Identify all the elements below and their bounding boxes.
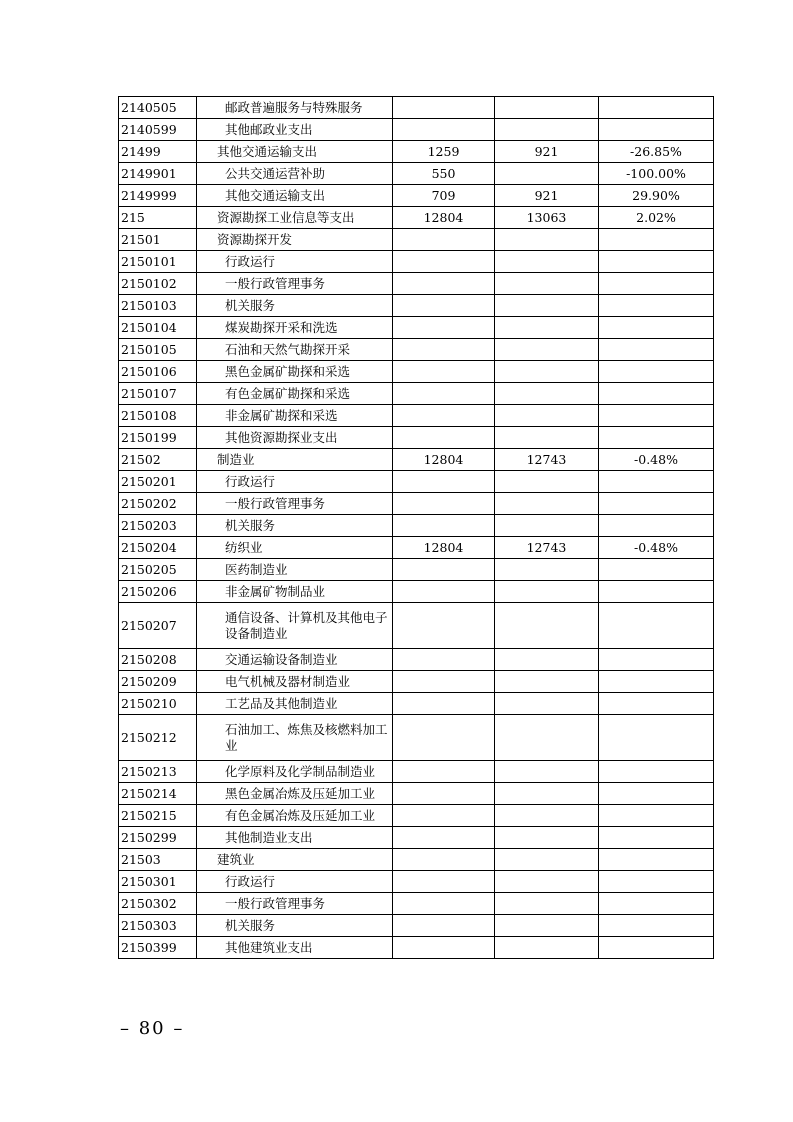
budget-value-cell — [393, 229, 495, 251]
table-row — [119, 361, 714, 383]
item-name-cell: 石油和天然气勘探开采 — [197, 339, 393, 361]
change-rate-cell — [599, 229, 714, 251]
actual-value-cell — [495, 383, 599, 405]
change-rate-cell: -0.48% — [599, 537, 714, 559]
item-name-cell: 机关服务 — [197, 295, 393, 317]
budget-value-cell — [393, 693, 495, 715]
change-rate-cell — [599, 603, 714, 649]
code-cell: 2150105 — [119, 339, 197, 361]
code-cell: 21499 — [119, 141, 197, 163]
budget-value-cell — [393, 671, 495, 693]
change-rate-cell — [599, 581, 714, 603]
table-row — [119, 317, 714, 339]
table-row — [119, 163, 714, 185]
change-rate-cell — [599, 361, 714, 383]
item-name-cell: 其他交通运输支出 — [197, 141, 393, 163]
change-rate-cell — [599, 915, 714, 937]
budget-value-cell: 12804 — [393, 537, 495, 559]
change-rate-cell — [599, 805, 714, 827]
item-name-cell: 行政运行 — [197, 871, 393, 893]
budget-value-cell — [393, 915, 495, 937]
item-name-cell: 纺织业 — [197, 537, 393, 559]
actual-value-cell — [495, 97, 599, 119]
actual-value-cell — [495, 515, 599, 537]
code-cell: 215 — [119, 207, 197, 229]
item-name-cell: 建筑业 — [197, 849, 393, 871]
code-cell: 2150208 — [119, 649, 197, 671]
actual-value-cell — [495, 317, 599, 339]
actual-value-cell — [495, 805, 599, 827]
change-rate-cell — [599, 339, 714, 361]
table-row — [119, 715, 714, 761]
item-name-cell: 制造业 — [197, 449, 393, 471]
table-row — [119, 603, 714, 649]
actual-value-cell — [495, 119, 599, 141]
actual-value-cell — [495, 295, 599, 317]
actual-value-cell — [495, 493, 599, 515]
actual-value-cell — [495, 783, 599, 805]
item-name-cell: 黑色金属冶炼及压延加工业 — [197, 783, 393, 805]
change-rate-cell — [599, 251, 714, 273]
table-row — [119, 295, 714, 317]
code-cell: 2150303 — [119, 915, 197, 937]
table-row — [119, 783, 714, 805]
item-name-cell: 交通运输设备制造业 — [197, 649, 393, 671]
code-cell: 21501 — [119, 229, 197, 251]
change-rate-cell — [599, 427, 714, 449]
budget-value-cell — [393, 805, 495, 827]
budget-value-cell — [393, 493, 495, 515]
code-cell: 2150102 — [119, 273, 197, 295]
item-name-cell: 电气机械及器材制造业 — [197, 671, 393, 693]
code-cell: 2149901 — [119, 163, 197, 185]
table-body — [119, 97, 714, 959]
change-rate-cell — [599, 671, 714, 693]
actual-value-cell — [495, 163, 599, 185]
actual-value-cell: 921 — [495, 141, 599, 163]
change-rate-cell — [599, 383, 714, 405]
code-cell: 2150301 — [119, 871, 197, 893]
table-row — [119, 871, 714, 893]
change-rate-cell — [599, 493, 714, 515]
code-cell: 21503 — [119, 849, 197, 871]
table-row — [119, 207, 714, 229]
actual-value-cell — [495, 893, 599, 915]
actual-value-cell — [495, 405, 599, 427]
budget-value-cell — [393, 119, 495, 141]
code-cell: 2149999 — [119, 185, 197, 207]
item-name-cell: 其他交通运输支出 — [197, 185, 393, 207]
table-row — [119, 827, 714, 849]
table-row — [119, 805, 714, 827]
item-name-cell: 公共交通运营补助 — [197, 163, 393, 185]
item-name-cell: 医药制造业 — [197, 559, 393, 581]
budget-value-cell — [393, 405, 495, 427]
table-row — [119, 761, 714, 783]
budget-value-cell — [393, 427, 495, 449]
table-row — [119, 937, 714, 959]
code-cell: 2150399 — [119, 937, 197, 959]
budget-value-cell — [393, 295, 495, 317]
item-name-cell: 其他建筑业支出 — [197, 937, 393, 959]
change-rate-cell — [599, 471, 714, 493]
actual-value-cell — [495, 361, 599, 383]
change-rate-cell — [599, 649, 714, 671]
code-cell: 2150212 — [119, 715, 197, 761]
item-name-cell: 通信设备、计算机及其他电子设备制造业 — [197, 603, 393, 649]
item-name-cell: 机关服务 — [197, 915, 393, 937]
code-cell: 2150210 — [119, 693, 197, 715]
item-name-cell: 其他资源勘探业支出 — [197, 427, 393, 449]
code-cell: 2150108 — [119, 405, 197, 427]
code-cell: 2140505 — [119, 97, 197, 119]
code-cell: 2140599 — [119, 119, 197, 141]
item-name-cell: 行政运行 — [197, 251, 393, 273]
item-name-cell: 非金属矿勘探和采选 — [197, 405, 393, 427]
budget-value-cell — [393, 317, 495, 339]
actual-value-cell — [495, 827, 599, 849]
code-cell: 2150204 — [119, 537, 197, 559]
change-rate-cell: -26.85% — [599, 141, 714, 163]
code-cell: 2150302 — [119, 893, 197, 915]
actual-value-cell — [495, 273, 599, 295]
actual-value-cell: 12743 — [495, 537, 599, 559]
budget-value-cell — [393, 649, 495, 671]
budget-value-cell — [393, 339, 495, 361]
actual-value-cell — [495, 871, 599, 893]
table-row — [119, 671, 714, 693]
change-rate-cell — [599, 515, 714, 537]
table-row — [119, 119, 714, 141]
change-rate-cell — [599, 893, 714, 915]
table-row — [119, 693, 714, 715]
item-name-cell: 其他邮政业支出 — [197, 119, 393, 141]
change-rate-cell — [599, 295, 714, 317]
actual-value-cell — [495, 937, 599, 959]
budget-value-cell — [393, 581, 495, 603]
actual-value-cell — [495, 559, 599, 581]
budget-value-cell — [393, 827, 495, 849]
change-rate-cell: -0.48% — [599, 449, 714, 471]
item-name-cell: 其他制造业支出 — [197, 827, 393, 849]
code-cell: 21502 — [119, 449, 197, 471]
item-name-cell: 煤炭勘探开采和洗选 — [197, 317, 393, 339]
budget-value-cell — [393, 273, 495, 295]
actual-value-cell — [495, 471, 599, 493]
actual-value-cell — [495, 603, 599, 649]
table-row — [119, 915, 714, 937]
budget-value-cell: 12804 — [393, 207, 495, 229]
table-row — [119, 581, 714, 603]
change-rate-cell — [599, 273, 714, 295]
code-cell: 2150201 — [119, 471, 197, 493]
budget-value-cell — [393, 783, 495, 805]
actual-value-cell — [495, 251, 599, 273]
code-cell: 2150107 — [119, 383, 197, 405]
table-row — [119, 537, 714, 559]
actual-value-cell — [495, 427, 599, 449]
change-rate-cell — [599, 827, 714, 849]
actual-value-cell: 13063 — [495, 207, 599, 229]
item-name-cell: 邮政普遍服务与特殊服务 — [197, 97, 393, 119]
code-cell: 2150106 — [119, 361, 197, 383]
change-rate-cell — [599, 97, 714, 119]
budget-value-cell: 709 — [393, 185, 495, 207]
item-name-cell: 工艺品及其他制造业 — [197, 693, 393, 715]
table-row — [119, 405, 714, 427]
budget-value-cell — [393, 849, 495, 871]
change-rate-cell — [599, 119, 714, 141]
actual-value-cell — [495, 339, 599, 361]
table-row — [119, 141, 714, 163]
budget-value-cell: 12804 — [393, 449, 495, 471]
item-name-cell: 机关服务 — [197, 515, 393, 537]
code-cell: 2150299 — [119, 827, 197, 849]
table-row — [119, 273, 714, 295]
code-cell: 2150103 — [119, 295, 197, 317]
actual-value-cell: 921 — [495, 185, 599, 207]
table-row — [119, 427, 714, 449]
page-number: – 80 – — [120, 1018, 185, 1039]
change-rate-cell: 2.02% — [599, 207, 714, 229]
table-row — [119, 515, 714, 537]
item-name-cell: 资源勘探工业信息等支出 — [197, 207, 393, 229]
budget-value-cell — [393, 361, 495, 383]
code-cell: 2150104 — [119, 317, 197, 339]
table-row — [119, 649, 714, 671]
budget-table — [118, 96, 714, 959]
item-name-cell: 行政运行 — [197, 471, 393, 493]
actual-value-cell — [495, 915, 599, 937]
code-cell: 2150205 — [119, 559, 197, 581]
budget-value-cell — [393, 515, 495, 537]
budget-value-cell — [393, 893, 495, 915]
budget-value-cell — [393, 251, 495, 273]
change-rate-cell: -100.00% — [599, 163, 714, 185]
item-name-cell: 石油加工、炼焦及核燃料加工业 — [197, 715, 393, 761]
budget-value-cell: 1259 — [393, 141, 495, 163]
change-rate-cell: 29.90% — [599, 185, 714, 207]
table-row — [119, 383, 714, 405]
budget-value-cell — [393, 937, 495, 959]
change-rate-cell — [599, 783, 714, 805]
item-name-cell: 一般行政管理事务 — [197, 893, 393, 915]
table-row — [119, 449, 714, 471]
budget-value-cell — [393, 715, 495, 761]
budget-value-cell — [393, 383, 495, 405]
actual-value-cell — [495, 229, 599, 251]
budget-value-cell — [393, 559, 495, 581]
code-cell: 2150199 — [119, 427, 197, 449]
table-row — [119, 559, 714, 581]
code-cell: 2150202 — [119, 493, 197, 515]
change-rate-cell — [599, 715, 714, 761]
budget-value-cell: 550 — [393, 163, 495, 185]
code-cell: 2150215 — [119, 805, 197, 827]
table-row — [119, 893, 714, 915]
table-row — [119, 849, 714, 871]
table-row — [119, 185, 714, 207]
actual-value-cell — [495, 761, 599, 783]
actual-value-cell — [495, 649, 599, 671]
code-cell: 2150209 — [119, 671, 197, 693]
actual-value-cell: 12743 — [495, 449, 599, 471]
item-name-cell: 资源勘探开发 — [197, 229, 393, 251]
code-cell: 2150214 — [119, 783, 197, 805]
table-row — [119, 339, 714, 361]
change-rate-cell — [599, 405, 714, 427]
actual-value-cell — [495, 671, 599, 693]
item-name-cell: 一般行政管理事务 — [197, 493, 393, 515]
table-row — [119, 471, 714, 493]
item-name-cell: 化学原料及化学制品制造业 — [197, 761, 393, 783]
budget-value-cell — [393, 471, 495, 493]
budget-value-cell — [393, 97, 495, 119]
code-cell: 2150203 — [119, 515, 197, 537]
change-rate-cell — [599, 849, 714, 871]
change-rate-cell — [599, 937, 714, 959]
budget-value-cell — [393, 603, 495, 649]
actual-value-cell — [495, 581, 599, 603]
budget-value-cell — [393, 761, 495, 783]
change-rate-cell — [599, 871, 714, 893]
actual-value-cell — [495, 693, 599, 715]
item-name-cell: 一般行政管理事务 — [197, 273, 393, 295]
code-cell: 2150207 — [119, 603, 197, 649]
actual-value-cell — [495, 715, 599, 761]
table-row — [119, 251, 714, 273]
item-name-cell: 有色金属矿勘探和采选 — [197, 383, 393, 405]
change-rate-cell — [599, 693, 714, 715]
table-row — [119, 493, 714, 515]
actual-value-cell — [495, 849, 599, 871]
item-name-cell: 黑色金属矿勘探和采选 — [197, 361, 393, 383]
code-cell: 2150213 — [119, 761, 197, 783]
change-rate-cell — [599, 761, 714, 783]
table-row — [119, 229, 714, 251]
item-name-cell: 非金属矿物制品业 — [197, 581, 393, 603]
change-rate-cell — [599, 317, 714, 339]
item-name-cell: 有色金属冶炼及压延加工业 — [197, 805, 393, 827]
change-rate-cell — [599, 559, 714, 581]
budget-value-cell — [393, 871, 495, 893]
table-row — [119, 97, 714, 119]
code-cell: 2150206 — [119, 581, 197, 603]
code-cell: 2150101 — [119, 251, 197, 273]
